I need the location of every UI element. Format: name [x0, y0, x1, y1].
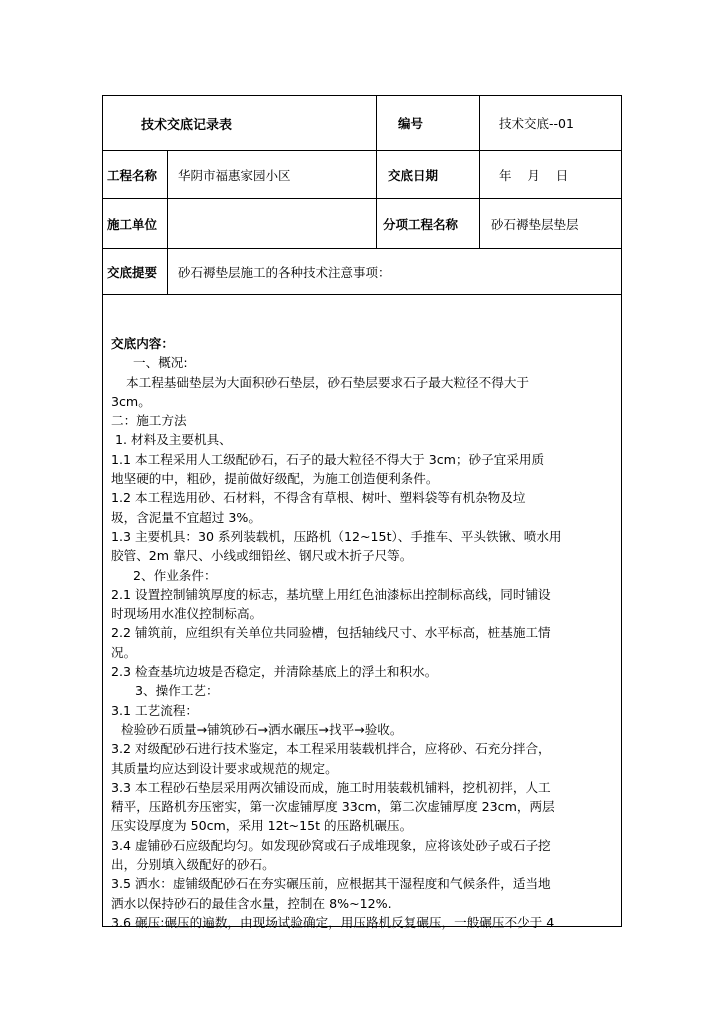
content-line: 精平，压路机夯压密实，第一次虚铺厚度 33cm，第二次虚铺厚度 23cm，两层 — [111, 799, 555, 815]
content-line: 2.3 检查基坑边坡是否稳定，并清除基底上的浮土和积水。 — [111, 664, 438, 680]
content-line: 检验砂石质量→铺筑砂石→洒水碾压→找平→验收。 — [121, 721, 403, 737]
sub-project-value: 砂石褥垫层垫层 — [491, 216, 579, 232]
content-line: 1.3 主要机具：30 系列装载机，压路机（12~15t）、手推车、平头铁锹、喷水用 — [111, 528, 562, 544]
project-row — [103, 151, 621, 199]
content-line: 3.1 工艺流程： — [111, 702, 199, 718]
content-line: 二：施工方法 — [111, 413, 187, 429]
content-line: 压实设厚度为 50cm，采用 12t~15t 的压路机碾压。 — [111, 818, 413, 834]
content-line: 一、概况: — [133, 355, 188, 371]
content-line: 3.2 对级配砂石进行技术鉴定，本工程采用装载机拌合，应将砂、石充分拌合， — [111, 741, 551, 757]
summary-row — [103, 249, 621, 295]
content-line: 3.4 虚铺砂石应级配均匀。如发现砂窝或石子成堆现象，应将该处砂子或石子挖 — [111, 837, 551, 853]
content-line: 1. 材料及主要机具、 — [115, 432, 232, 448]
disclosure-content — [111, 334, 615, 932]
content-line: 2、作业条件： — [133, 567, 217, 583]
content-line: 3.3 本工程砂石垫层采用两次铺设而成，施工时用装载机铺料，挖机初拌，人工 — [111, 779, 551, 795]
date-value: 年 月 日 — [499, 167, 569, 183]
number-value: 技术交底--01 — [499, 116, 574, 131]
content-line: 本工程基础垫层为大面积砂石垫层，砂石垫层要求石子最大粒径不得大于 — [126, 374, 529, 390]
content-line: 出，分别填入级配好的砂石。 — [111, 857, 275, 873]
content-line: 其质量均应达到设计要求或规范的规定。 — [111, 760, 338, 776]
content-line: 2.1 设置控制铺筑厚度的标志，基坑壁上用红色油漆标出控制标高线，同时铺设 — [111, 586, 551, 602]
content-line: 地坚硬的中，粗砂，提前做好级配，为施工创造便利条件。 — [111, 471, 439, 487]
date-label: 交底日期 — [388, 167, 439, 183]
unit-label: 施工单位 — [107, 216, 158, 232]
title-row — [103, 96, 621, 151]
content-line: 时现场用水准仪控制标高。 — [111, 606, 263, 622]
content-line: 3cm。 — [111, 393, 151, 409]
content-line: 况。 — [111, 644, 137, 660]
number-label: 编号 — [398, 116, 424, 131]
content-line: 圾，含泥量不宜超过 3%。 — [111, 509, 261, 525]
unit-row — [103, 199, 621, 249]
content-line: 3.5 洒水：虚铺级配砂石在夯实碾压前，应根据其干湿程度和气候条件，适当地 — [111, 876, 551, 892]
content-line: 3.6 碾压:碾压的遍数，由现场试验确定，用压路机反复碾压，一般碾压不少于 4 — [111, 914, 555, 930]
content-heading: 交底内容： — [111, 336, 174, 351]
content-line: 1.2 本工程选用砂、石材料，不得含有草根、树叶、塑料袋等有机杂物及垃 — [111, 490, 526, 506]
content-line: 2.2 铺筑前，应组织有关单位共同验槽，包括轴线尺寸、水平标高，桩基施工情 — [111, 625, 551, 641]
project-name-label: 工程名称 — [107, 167, 158, 183]
project-name-value: 华阴市福惠家园小区 — [178, 167, 291, 183]
disclosure-form — [102, 95, 622, 930]
content-line: 胶管、2m 靠尺、小线或细铅丝、钢尺或木折子尺等。 — [111, 548, 413, 564]
sub-project-label: 分项工程名称 — [383, 216, 459, 232]
summary-value: 砂石褥垫层施工的各种技术注意事项： — [178, 264, 391, 280]
content-line: 1.1 本工程采用人工级配砂石，石子的最大粒径不得大于 3cm；砂子宜采用质 — [111, 451, 545, 467]
form-title: 技术交底记录表 — [141, 117, 233, 133]
summary-label: 交底提要 — [107, 264, 158, 280]
content-line: 洒水以保持砂石的最佳含水量，控制在 8%~12%. — [111, 895, 392, 911]
content-line: 3、操作工艺： — [135, 683, 219, 699]
